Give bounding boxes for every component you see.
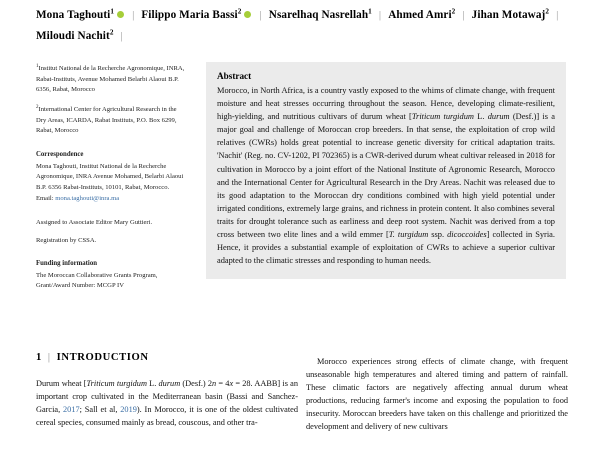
abstract-paragraph: Morocco, in North Africa, is a country vastly exposed to the whims of climate change, with frequent moisture and heat stresses occurring throughout the season. Hence, developing climate-resilient, high-yielding, and nutritious cultivars of durum wheat [Triticum turgidum L. durum (Desf.)] is a major goal and challenge of Moroccan crop breeders. In that sense, the exploitation of crop wild relatives (CWRs) holds great potential to increase genetic diversity for critical adaptation traits. 'Nachit' (Reg. no. CV-1202, PI 702365) is a CWR-derived durum wheat cultivar released in 2018 for cultivation in Morocco by a joint effort of the National Institute of Agronomic Research, Morocco and the International Center for Agricultural Research in the Dry Areas. Nachit was released due to its good adaptation to the Moroccan dry conditions combined with high yield potential under irrigated conditions, extremely large grains, and richness in protein content. It also combines several traits for drought tolerance such as earliness and deep root system. Nachit was derived from a top cross between two elite lines and a wild emmer [T. turgidum ssp. dicoccoides] collected in Syria. Hence, it provides a substantial example of exploitation of CWRs to achieve a superior cultivar adapted to the climatic stresses and responding to human needs. bbox=[217, 86, 556, 266]
author-separator: | bbox=[556, 8, 559, 21]
section-divider: | bbox=[47, 352, 51, 363]
author-affiliation-marker: 2 bbox=[451, 7, 456, 15]
affiliation-1-text: Institut National de la Recherche Agronomique, INRA, Rabat-Instituts, Avenue Mohamed Belarbi Alaoui B.P. 6356, Rabat, Morocco bbox=[36, 65, 185, 94]
body-column-left bbox=[36, 378, 298, 450]
body-left-paragraph: Durum wheat [Triticum turgidum L. durum (Desf.) 2n = 4x = 28. AABB] is an important crop cultivated in the Mediterranean basin (Bassi and Sanchez-Garcia, 2017; Sall et al, 2019). In Morocco, it is one of the oldest cultivated cereal species, consumed mainly as bread, couscous, and other tra- bbox=[36, 379, 298, 427]
author-affiliation-marker: 2 bbox=[237, 7, 242, 15]
affiliation-2-marker: 2 bbox=[36, 104, 39, 110]
section-title: INTRODUCTION bbox=[56, 352, 149, 363]
left-metadata-column bbox=[36, 62, 186, 299]
body-right-paragraph: Morocco experiences strong effects of climate change, with frequent unseasonable high temperatures and altered timing and pattern of rainfall. These climatic factors are negatively affecting annual durum wheat productions, reducing farmer's income and exposing the population to food insecurity. Moroccan breeders have taken on this challenge and prioritized the development and delivery of new cultivars bbox=[306, 357, 568, 431]
correspondence-address: Mona Taghouti, Institut National de la Recherche Agronomique, INRA Avenue Mohamed, Belarbi Alaoui B.P. 6356 Rabat-Instituts, 10101, Rabat, Morocco. bbox=[36, 162, 184, 191]
affiliation-1 bbox=[36, 62, 186, 96]
author-name: Jihan Motawaj bbox=[471, 8, 546, 21]
author-separator: | bbox=[259, 8, 262, 21]
affiliation-2-text: International Center for Agricultural Research in the Dry Areas, ICARDA, Rabat Instituts, P.O. Box 6299, Rabat, Morocco bbox=[36, 106, 177, 135]
assigned-editor-note: Assigned to Associate Editor Mary Guttieri. bbox=[36, 218, 153, 226]
author-1 bbox=[36, 9, 125, 21]
correspondence-heading: Correspondence bbox=[36, 150, 84, 158]
funding-text: The Moroccan Collaborative Grants Program, Grant/Award Number: MCGP IV bbox=[36, 271, 158, 290]
author-name: Ahmed Amri bbox=[388, 8, 452, 21]
correspondence-email-line bbox=[36, 194, 186, 205]
author-separator: | bbox=[120, 30, 123, 43]
author-name: Mona Taghouti bbox=[36, 8, 111, 21]
author-name: Nsarelhaq Nasrellah bbox=[268, 8, 369, 21]
affiliation-1-marker: 1 bbox=[36, 64, 39, 69]
abstract-box bbox=[206, 62, 566, 279]
orcid-icon[interactable] bbox=[244, 11, 251, 18]
author-separator: | bbox=[132, 8, 135, 21]
section-number: 1 bbox=[36, 352, 42, 363]
body-column-right bbox=[306, 356, 568, 450]
author-6 bbox=[36, 30, 114, 42]
email-label: Email: bbox=[36, 195, 54, 203]
affiliation-2 bbox=[36, 103, 186, 137]
email-link[interactable]: mona.taghouti@inra.ma bbox=[55, 195, 120, 203]
author-separator: | bbox=[462, 8, 465, 21]
author-4 bbox=[388, 9, 455, 21]
author-affiliation-marker: 2 bbox=[545, 7, 550, 15]
author-name: Filippo Maria Bassi bbox=[141, 8, 238, 21]
author-separator: | bbox=[378, 8, 382, 21]
author-affiliation-marker: 2 bbox=[109, 28, 114, 37]
section-heading-introduction bbox=[36, 352, 149, 363]
author-2 bbox=[141, 9, 252, 21]
abstract-heading: Abstract bbox=[217, 71, 252, 81]
registration-note: Registration by CSSA. bbox=[36, 236, 97, 244]
author-byline bbox=[36, 2, 566, 45]
author-affiliation-marker: 1 bbox=[110, 7, 115, 15]
author-5 bbox=[472, 9, 549, 21]
author-3 bbox=[269, 9, 372, 21]
author-affiliation-marker: 1 bbox=[368, 7, 372, 15]
author-name: Miloudi Nachit bbox=[36, 30, 110, 43]
funding-heading: Funding information bbox=[36, 260, 97, 268]
orcid-icon[interactable] bbox=[117, 11, 124, 18]
